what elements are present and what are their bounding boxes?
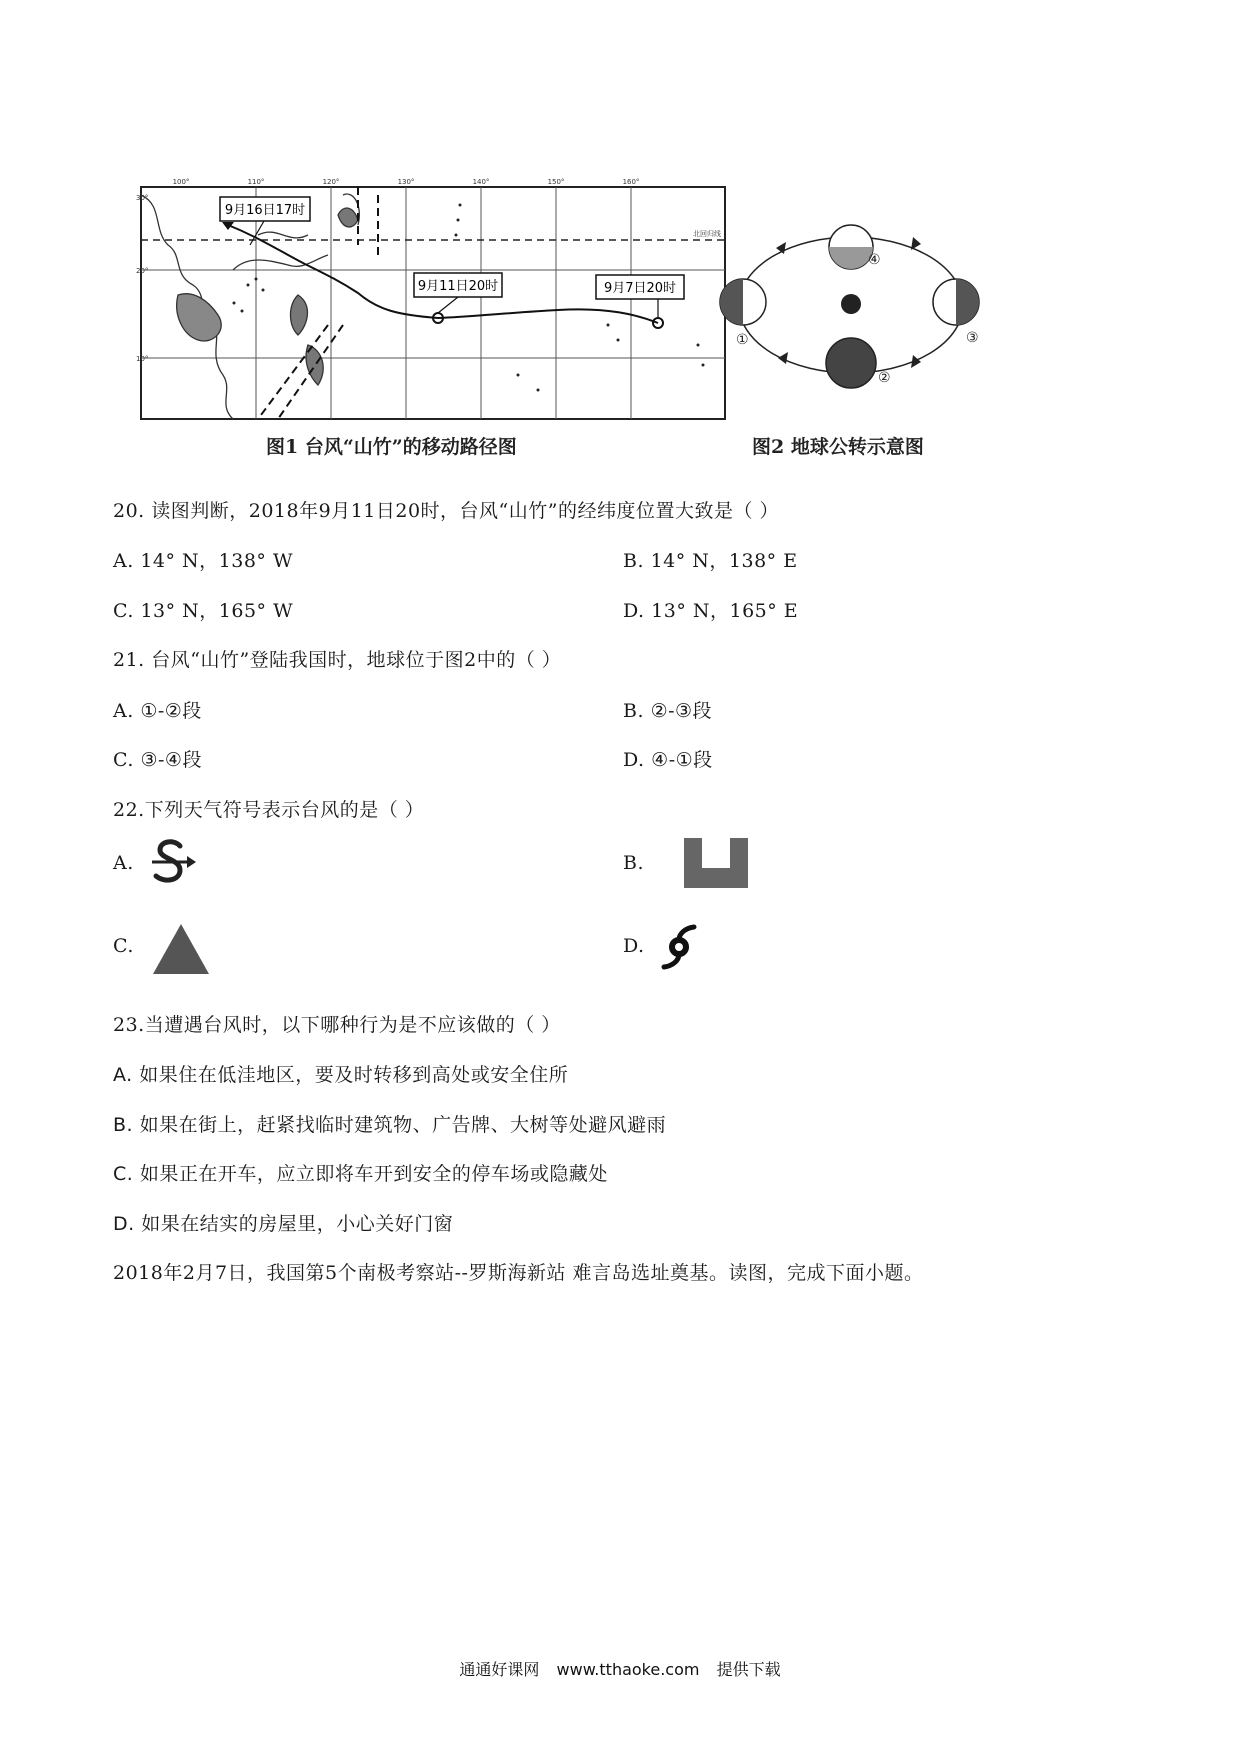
tropic-label: 北回归线 <box>693 230 721 238</box>
option-letter: A. <box>113 700 134 722</box>
option-text: 如果住在低洼地区，要及时转移到高处或安全住所 <box>139 1064 569 1086</box>
option-letter: D. <box>623 749 645 771</box>
lon-label-130: 130° <box>397 178 415 186</box>
q22-option-a[interactable] <box>113 852 134 874</box>
typhoon-symbol-icon <box>662 925 696 973</box>
option-letter: C. <box>113 935 134 957</box>
option-text: ③-④段 <box>140 749 202 771</box>
option-letter: A. <box>113 852 134 874</box>
footer-suffix: 提供下载 <box>716 1660 781 1679</box>
page-footer <box>0 1657 1240 1680</box>
q20-option-d[interactable] <box>623 596 798 623</box>
q20-option-a[interactable] <box>113 546 293 573</box>
option-letter: C. <box>113 749 134 771</box>
earth-revolution-graphic <box>716 210 1006 400</box>
q20-option-b[interactable] <box>623 546 798 573</box>
option-letter: C. <box>113 600 134 622</box>
q23-option-b[interactable] <box>113 1110 666 1137</box>
option-letter: C. <box>113 1163 134 1185</box>
option-letter: D. <box>113 1213 135 1235</box>
q23-option-a[interactable] <box>113 1060 568 1087</box>
question-23-stem: 23.当遭遇台风时，以下哪种行为是不应该做的（ ） <box>113 1014 561 1036</box>
marker-3: ③ <box>966 330 979 346</box>
question-22-stem: 22.下列天气符号表示台风的是（ ） <box>113 799 425 821</box>
option-letter: A. <box>113 1064 133 1086</box>
option-text: ④-①段 <box>651 749 713 771</box>
q23-option-c[interactable] <box>113 1159 608 1186</box>
fog-haze-symbol-icon <box>684 838 750 894</box>
option-letter: A. <box>113 550 134 572</box>
hail-symbol-icon <box>151 922 211 980</box>
lon-label-140: 140° <box>472 178 490 186</box>
callout-sep16: 9月16日17时 <box>224 203 306 218</box>
q23-option-d[interactable] <box>113 1209 453 1236</box>
q21-option-a[interactable] <box>113 696 202 723</box>
figure-1-caption: 图1 台风“山竹”的移动路径图 <box>266 436 517 458</box>
question-21-stem: 21. 台风“山竹”登陆我国时，地球位于图2中的（ ） <box>113 649 562 671</box>
option-letter: B. <box>623 550 645 572</box>
option-letter: B. <box>623 700 645 722</box>
lat-label-30: 30° <box>136 194 149 202</box>
option-letter: B. <box>623 852 645 874</box>
lat-label-10: 10° <box>136 355 149 363</box>
figure-2-earth-revolution-diagram <box>716 210 1006 400</box>
option-text: 如果在街上，赶紧找临时建筑物、广告牌、大树等处避风避雨 <box>139 1114 667 1136</box>
typhoon-track-map-graphic <box>138 175 728 425</box>
q21-option-c[interactable] <box>113 745 202 772</box>
lon-label-110: 110° <box>247 178 265 186</box>
option-text: 如果在结实的房屋里，小心关好门窗 <box>141 1213 454 1235</box>
option-text: 如果正在开车，应立即将车开到安全的停车场或隐藏处 <box>139 1163 608 1185</box>
q20-option-c[interactable] <box>113 596 293 623</box>
lon-label-100: 100° <box>172 178 190 186</box>
footer-url[interactable]: www.tthaoke.com <box>556 1660 700 1679</box>
option-text: ②-③段 <box>650 700 713 722</box>
lon-label-120: 120° <box>322 178 340 186</box>
marker-1: ① <box>736 332 749 348</box>
option-text: 13° N，165° W <box>140 600 294 622</box>
sandstorm-symbol-icon <box>150 836 200 894</box>
option-text: 14° N，138° W <box>140 550 293 572</box>
option-text: 14° N，138° E <box>650 550 798 572</box>
option-letter: D. <box>623 600 645 622</box>
option-text: 13° N，165° E <box>651 600 799 622</box>
figure-1-typhoon-track-map <box>138 175 728 425</box>
option-letter: B. <box>113 1114 134 1136</box>
callout-sep11: 9月11日20时 <box>417 279 499 294</box>
q21-option-d[interactable] <box>623 745 713 772</box>
footer-site-name: 通通好课网 <box>459 1660 540 1679</box>
option-text: ①-②段 <box>140 700 202 722</box>
lon-label-160: 160° <box>622 178 640 186</box>
callout-sep7: 9月7日20时 <box>603 281 677 296</box>
q22-option-b[interactable] <box>623 852 644 874</box>
lat-label-20: 20° <box>136 267 149 275</box>
next-section-intro: 2018年2月7日，我国第5个南极考察站--罗斯海新站 难言岛选址奠基。读图，完成下面小题。 <box>113 1262 924 1284</box>
q22-option-c[interactable] <box>113 935 134 957</box>
q22-option-d[interactable] <box>623 935 645 957</box>
option-letter: D. <box>623 935 645 957</box>
lon-label-150: 150° <box>547 178 565 186</box>
marker-4: ④ <box>868 252 881 268</box>
marker-2: ② <box>878 370 891 386</box>
question-20-stem: 20. 读图判断，2018年9月11日20时，台风“山竹”的经纬度位置大致是（ ） <box>113 500 780 522</box>
q21-option-b[interactable] <box>623 696 712 723</box>
figure-2-caption: 图2 地球公转示意图 <box>752 436 924 458</box>
